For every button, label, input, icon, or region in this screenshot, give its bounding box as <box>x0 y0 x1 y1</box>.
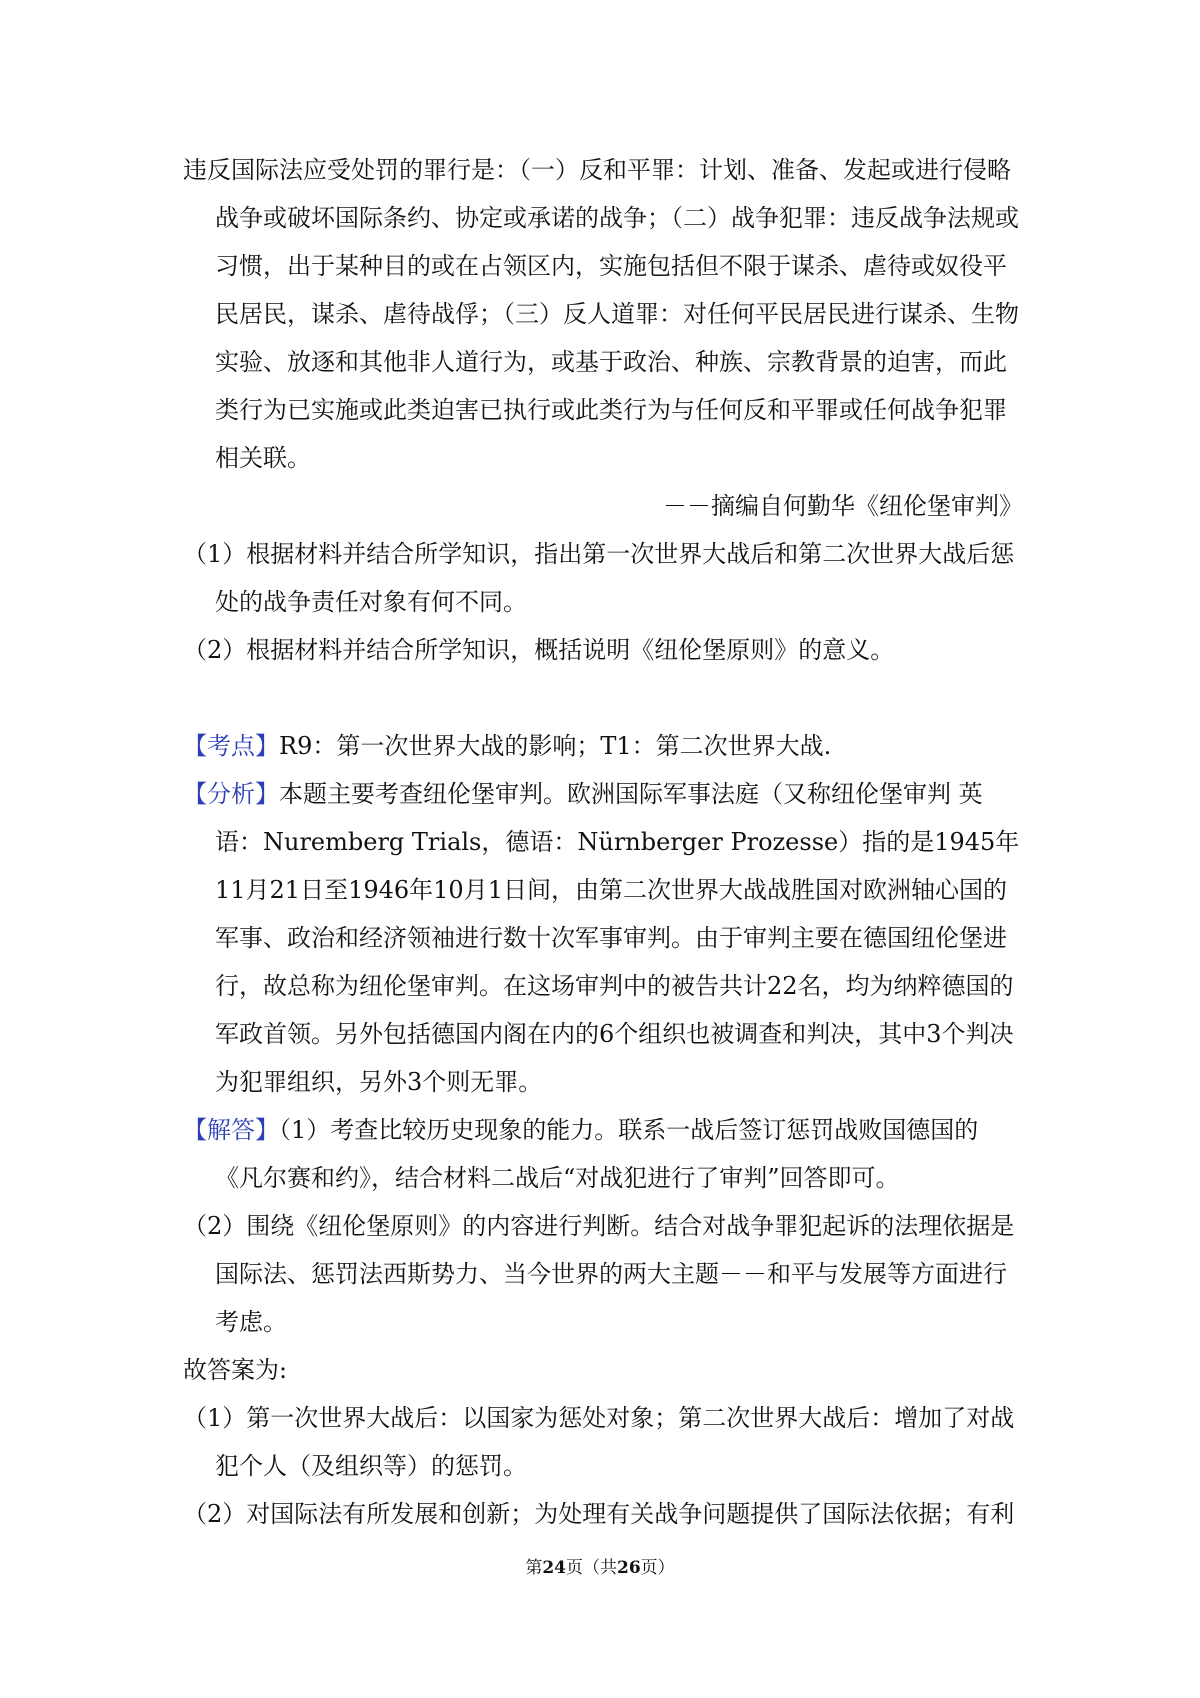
question-2: （2）根据材料并结合所学知识，概括说明《纽伦堡原则》的意义。 <box>183 636 895 664</box>
footer-prefix: 第 <box>525 1558 543 1578</box>
page-footer <box>0 1556 1200 1580</box>
fenxi-section <box>183 770 1023 1106</box>
fenxi-tag: 【分析】 <box>183 780 279 808</box>
answer-2: （2）对国际法有所发展和创新；为处理有关战争问题提供了国际法依据；有利 <box>183 1500 1015 1528</box>
footer-total-pages: 26 <box>617 1558 641 1578</box>
kaodian-text: R9：第一次世界大战的影响；T1：第二次世界大战. <box>279 732 832 760</box>
footer-middle: 页（共 <box>566 1558 617 1578</box>
jieda-text-2: （2）围绕《纽伦堡原则》的内容进行判断。结合对战争罪犯起诉的法理依据是国际法、惩罚法西斯势力、当今世界的两大主题－－和平与发展等方面进行考虑。 <box>183 1212 1015 1336</box>
kaodian-section <box>183 722 1023 770</box>
footer-page-number: 24 <box>542 1558 566 1578</box>
page-content <box>183 146 1023 1538</box>
section-gap <box>183 674 1023 722</box>
jieda-text-1: （1）考查比较历史现象的能力。联系一战后签订惩罚战败国德国的《凡尔赛和约》，结合材料二战后“对战犯进行了审判”回答即可。 <box>215 1116 979 1192</box>
jieda-section <box>183 1106 1023 1202</box>
kaodian-tag: 【考点】 <box>183 732 279 760</box>
material-source: －－摘编自何勤华《纽伦堡审判》 <box>663 492 1023 520</box>
jieda-tag: 【解答】 <box>183 1116 279 1144</box>
answer-heading: 故答案为: <box>183 1356 288 1384</box>
question-1: （1）根据材料并结合所学知识，指出第一次世界大战后和第二次世界大战后惩处的战争责任对象有何不同。 <box>183 540 1015 616</box>
footer-suffix: 页） <box>640 1558 675 1578</box>
material-text: 违反国际法应受处罚的罪行是：（一）反和平罪：计划、准备、发起或进行侵略战争或破坏国际条约、协定或承诺的战争；（二）战争犯罪：违反战争法规或习惯，出于某种目的或在占领区内，实施包括但不限于谋杀、虐待或奴役平民居民，谋杀、虐待战俘；（三）反人道罪：对任何平民居民进行谋杀、生物实验、放逐和其他非人道行为，或基于政治、种族、宗教背景的迫害，而此类行为已实施或此类迫害已执行或此类行为与任何反和平罪或任何战争犯罪相关联。 <box>183 156 1019 472</box>
answer-1: （1）第一次世界大战后：以国家为惩处对象；第二次世界大战后：增加了对战犯个人（及组织等）的惩罚。 <box>183 1404 1015 1480</box>
fenxi-text: 本题主要考查纽伦堡审判。欧洲国际军事法庭（又称纽伦堡审判 英语：Nuremberg Trials，德语：Nürnberger Prozesse）指的是1945年11月21日至1946年10月1日间，由第二次世界大战战胜国对欧洲轴心国的军事、政治和经济领袖进行数十次军事审判。由于审判主要在德国纽伦堡进行，故总称为纽伦堡审判。在这场审判中的被告共计22名，均为纳粹德国的军政首领。另外包括德国内阁在内的6个组织也被调查和判决，其中3个判决为犯罪组织，另外3个则无罪。 <box>215 780 1020 1096</box>
